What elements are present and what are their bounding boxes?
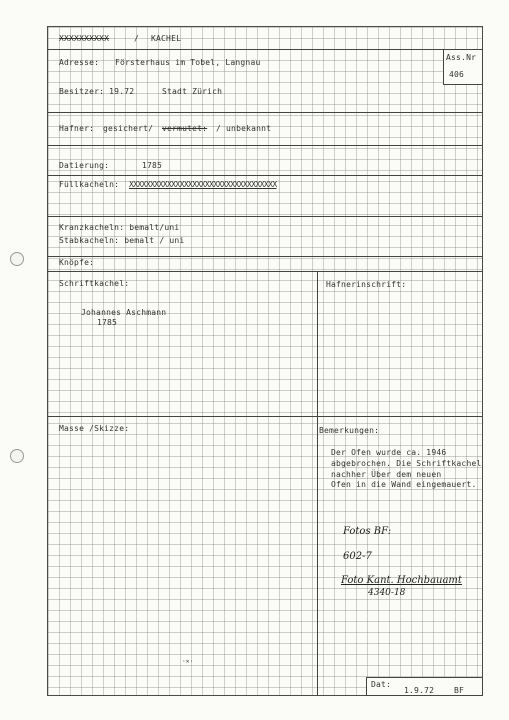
datierung-value: 1785 — [142, 161, 163, 170]
masse-skizze-label: Masse /Skizze: — [59, 424, 130, 433]
title-separator: / — [134, 34, 140, 43]
besitzer-label: Besitzer: 19.72 — [59, 87, 135, 96]
fuellkacheln-value: XXXXXXXXXXXXXXXXXXXXXXXXXXXXXXXXXXX — [129, 180, 277, 189]
asse-label: Ass.Nr — [446, 53, 477, 62]
bemerkungen-line1: Der Ofen wurde ca. 1946 — [331, 448, 447, 457]
rule — [47, 112, 483, 113]
fuellkacheln-label: Füllkacheln: — [59, 180, 120, 189]
hafnerinschrift-label: Hafnerinschrift: — [326, 280, 407, 289]
bemerkungen-line4: Ofen in die Wand eingemauert. — [331, 480, 477, 489]
rule — [47, 216, 483, 217]
handwritten-archive-number: 4340-18 — [368, 588, 406, 598]
rule — [47, 256, 483, 257]
hafner-label: Hafner: — [59, 124, 95, 133]
bemerkungen-line2: abgebrochen. Die Schriftkachel — [331, 459, 482, 468]
schriftkachel-label: Schriftkachel: — [59, 279, 130, 288]
bemerkungen-label: Bemerkungen: — [319, 426, 380, 435]
datierung-label: Datierung: — [59, 161, 110, 170]
rule — [47, 145, 483, 146]
stabkacheln-label: Stabkacheln: bemalt / uni — [59, 236, 185, 245]
dat-value: 1.9.72 — [404, 686, 435, 695]
besitzer-value: Stadt Zürich — [162, 87, 223, 96]
hafner-option-vermutet: vermutet: — [162, 124, 208, 133]
stray-mark: ·✕· — [182, 658, 194, 665]
kranzkacheln-label: Kranzkacheln: bemalt/uni — [59, 223, 180, 232]
struck-title: XXXXXXXXXX — [59, 34, 110, 43]
rule — [47, 49, 443, 50]
handwritten-photo-number: 602-7 — [343, 551, 372, 562]
punch-hole-bottom — [10, 449, 24, 463]
rule — [47, 271, 483, 272]
schriftkachel-text-line2: 1785 — [97, 318, 118, 327]
bemerkungen-line3: nachher Über dem neuen — [331, 470, 442, 479]
rule — [47, 416, 483, 417]
page-title: KACHEL — [151, 34, 182, 43]
hafner-option-gesichert: gesichert/ — [103, 124, 154, 133]
knoepfe-label: Knöpfe: — [59, 258, 95, 267]
asse-value: 406 — [449, 70, 465, 79]
adresse-value: Försterhaus im Tobel, Langnau — [115, 58, 261, 67]
dat-label: Dat: — [371, 680, 392, 689]
column-divider — [317, 271, 318, 696]
punch-hole-top — [10, 252, 24, 266]
handwritten-fotos-bf: Fotos BF: — [343, 526, 392, 537]
rule — [47, 175, 483, 176]
handwritten-foto-hochbauamt: Foto Kant. Hochbauamt — [341, 575, 462, 586]
dat-initials: BF — [454, 686, 465, 695]
adresse-label: Adresse: — [59, 58, 100, 67]
schriftkachel-text-line1: Johannes Aschmann — [81, 308, 167, 317]
hafner-option-unbekannt: / unbekannt — [216, 124, 272, 133]
